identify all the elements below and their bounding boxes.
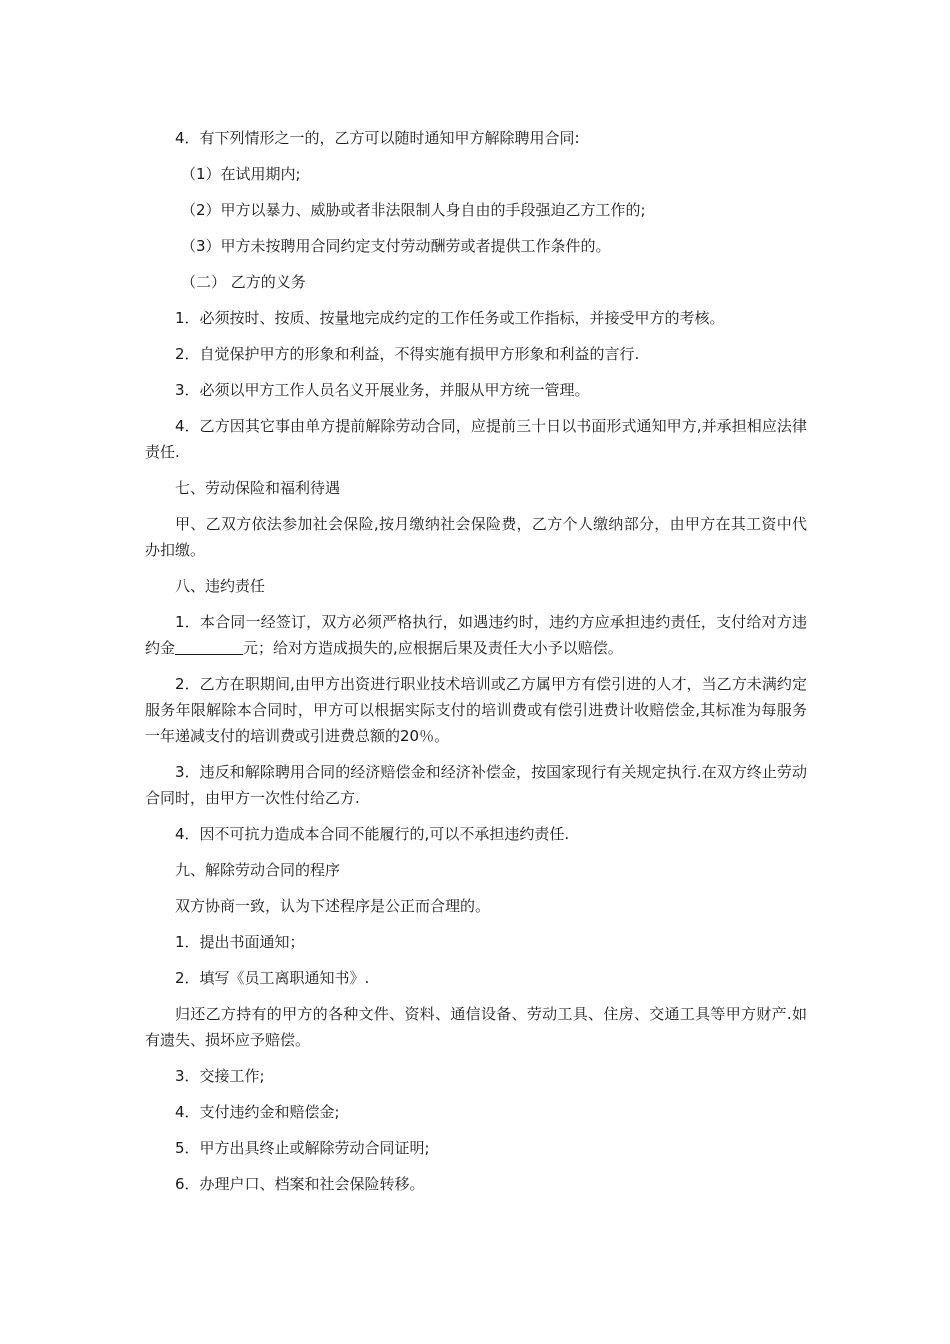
obligation-1: 1．必须按时、按质、按量地完成约定的工作任务或工作指标，并接受甲方的考核。 bbox=[175, 309, 725, 327]
insurance-clause: 甲、乙双方依法参加社会保险,按月缴纳社会保险费，乙方个人缴纳部分，由甲方在其工资中代办扣缴。 bbox=[145, 515, 807, 559]
procedure-step-4: 4．支付违约金和赔偿金; bbox=[175, 1103, 340, 1121]
document-body bbox=[145, 125, 807, 1207]
liability-4: 4．因不可抗力造成本合同不能履行的,可以不承担违约责任. bbox=[175, 825, 570, 843]
section-heading-termination-procedure: 九、解除劳动合同的程序 bbox=[175, 861, 341, 879]
obligation-3: 3．必须以甲方工作人员名义开展业务，并服从甲方统一管理。 bbox=[175, 381, 590, 399]
section-heading-party-b-obligations: （二） 乙方的义务 bbox=[181, 273, 306, 291]
procedure-step-1: 1．提出书面通知； bbox=[175, 933, 305, 951]
liability-3: 3．违反和解除聘用合同的经济赔偿金和经济补偿金，按国家现行有关规定执行.在双方终止劳动合同时，由甲方一次性付给乙方. bbox=[145, 763, 807, 807]
clause-item-probation: （1）在试用期内; bbox=[181, 165, 301, 183]
penalty-amount-blank bbox=[175, 638, 243, 655]
obligation-2: 2．自觉保护甲方的形象和利益，不得实施有损甲方形象和利益的言行. bbox=[175, 345, 640, 363]
procedure-step-2: 2．填写《员工离职通知书》. bbox=[175, 969, 370, 987]
clause-termination-rights: 4．有下列情形之一的，乙方可以随时通知甲方解除聘用合同: bbox=[175, 129, 580, 147]
liability-2: 2．乙方在职期间,由甲方出资进行职业技术培训或乙方属甲方有偿引进的人才，当乙方未满约定服务年限解除本合同时，甲方可以根据实际支付的培训费或有偿引进费计收赔偿金,其标准为每服务一年递减支付的培训费或引进费总额的20％。 bbox=[145, 675, 807, 745]
liability-1-text-before: 1．本合同一经签订，双方必须严格执行，如遇违约时，违约方应承担违约责任，支付给对方违约金 bbox=[145, 613, 807, 657]
procedure-step-5: 5．甲方出具终止或解除劳动合同证明; bbox=[175, 1139, 430, 1157]
procedure-step-6: 6．办理户口、档案和社会保险转移。 bbox=[175, 1175, 425, 1193]
procedure-intro: 双方协商一致，认为下述程序是公正而合理的。 bbox=[175, 897, 491, 915]
clause-item-coercion: （2）甲方以暴力、威胁或者非法限制人身自由的手段强迫乙方工作的; bbox=[181, 201, 646, 219]
liability-1-text-after: 元；给对方造成损失的,应根据后果及责任大小予以赔偿。 bbox=[243, 639, 623, 657]
obligation-4: 4．乙方因其它事由单方提前解除劳动合同，应提前三十日以书面形式通知甲方,并承担相应法律责任. bbox=[145, 417, 807, 461]
clause-item-unpaid: （3）甲方未按聘用合同约定支付劳动酬劳或者提供工作条件的。 bbox=[181, 237, 611, 255]
procedure-return-property: 归还乙方持有的甲方的各种文件、资料、通信设备、劳动工具、住房、交通工具等甲方财产.如有遗失、损坏应予赔偿。 bbox=[145, 1005, 807, 1049]
section-heading-liability: 八、违约责任 bbox=[175, 577, 266, 595]
liability-1 bbox=[145, 609, 807, 661]
section-heading-insurance: 七、劳动保险和福利待遇 bbox=[175, 479, 341, 497]
procedure-step-3: 3．交接工作; bbox=[175, 1067, 265, 1085]
